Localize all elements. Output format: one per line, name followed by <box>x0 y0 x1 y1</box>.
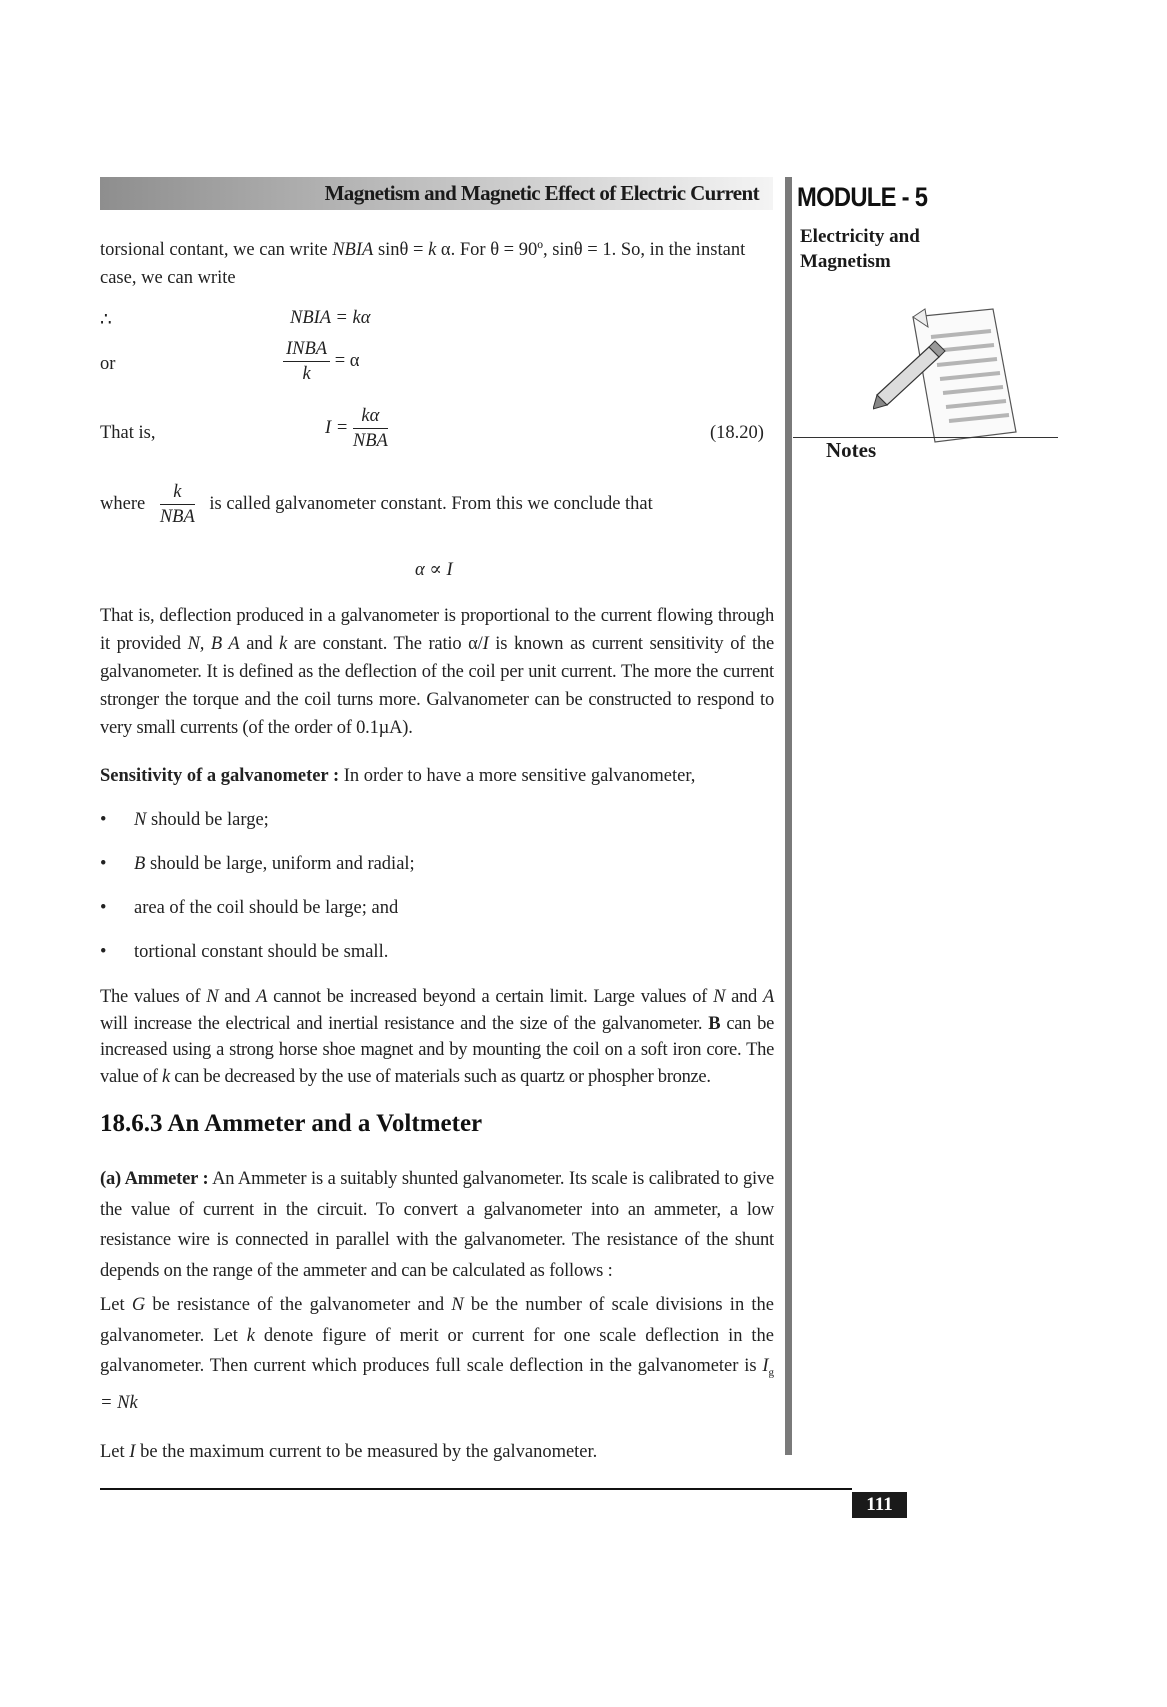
deflection-paragraph <box>100 602 774 742</box>
intro-paragraph <box>100 236 774 292</box>
equation-3 <box>325 404 388 453</box>
equation-1 <box>290 304 370 332</box>
text: torsional contant, we can write <box>100 240 333 260</box>
text: I <box>482 634 489 654</box>
equation-number: (18.20) <box>710 423 764 443</box>
text: should be large, uniform and radial; <box>145 854 415 874</box>
text: be the number of scale divisions in the galvanometer. Let <box>100 1295 774 1346</box>
subject-line-1: Electricity and <box>800 226 920 247</box>
section-title: 18.6.3 An Ammeter and a Voltmeter <box>100 1110 483 1137</box>
where-text: is called galvanometer constant. From this we conclude that <box>209 493 653 514</box>
numerator: kα <box>353 404 388 429</box>
ammeter-bold: (a) Ammeter : <box>100 1169 209 1189</box>
text: An Ammeter is a suitably shunted galvanometer. Its scale is calibrated to give the value of current in the circuit. To convert a galvanometer into an ammeter, a low resistance wire is connected in parallel with the galvanometer. The resistance of the shunt depends on the range of the ammeter and can be calculated as follows : <box>100 1169 774 1281</box>
footer-rule <box>100 1488 852 1490</box>
running-header-title: Magnetism and Magnetic Effect of Electric Current <box>324 181 759 205</box>
text: is known as current sensitivity of the galvanometer. It is defined as the deflection of the coil per unit current. The more the current stronger the torque and the coil turns more. Galvanometer can be constructed to respond to very small currents (of the order of 0.1µA). <box>100 634 774 738</box>
that-is-label: That is, <box>100 423 156 443</box>
text: will increase the electrical and inertial resistance and the size of the galvanometer. <box>100 1013 709 1034</box>
text: = Nk <box>100 1393 138 1414</box>
notepad-shape <box>913 309 1016 442</box>
numerator: INBA <box>283 337 330 362</box>
page-number: 111 <box>852 1492 907 1518</box>
module-label: MODULE - 5 <box>797 182 928 212</box>
text: and <box>218 987 257 1007</box>
subject-line-2: Magnetism <box>800 251 891 272</box>
subscript: g <box>768 1366 774 1379</box>
text: B <box>134 854 146 874</box>
text: tortional constant should be small. <box>134 942 389 962</box>
text: In order to have a more sensitive galvanometer, <box>339 766 696 786</box>
limits-paragraph <box>100 984 774 1090</box>
text: N <box>713 987 726 1007</box>
where-label: where <box>100 493 146 514</box>
equation-2-rhs: = α <box>334 350 360 371</box>
denominator: k <box>302 364 311 384</box>
sensitivity-heading <box>100 762 695 790</box>
ammeter-paragraph <box>100 1164 774 1286</box>
text: be the maximum current to be measured by the galvanometer. <box>135 1442 598 1462</box>
bullet-dot: • <box>100 854 107 874</box>
text: α. For θ = 90º, sinθ = 1. So, in the instant <box>436 240 746 260</box>
text: N <box>134 810 147 830</box>
or-label: or <box>100 354 116 374</box>
text: I <box>762 1356 769 1376</box>
text: case, we can write <box>100 268 236 288</box>
text: B <box>708 1013 721 1034</box>
text: k <box>279 634 288 654</box>
equation-3-lhs: I = <box>325 417 349 438</box>
text: k <box>162 1066 170 1087</box>
denominator: NBA <box>352 431 388 451</box>
text: A <box>762 987 774 1007</box>
fraction <box>283 337 330 386</box>
where-line <box>100 480 780 529</box>
text: area of the coil should be large; and <box>134 898 399 918</box>
text: k <box>428 240 437 260</box>
therefore-symbol: ∴ <box>100 310 112 330</box>
text: should be large; <box>146 810 269 830</box>
text: denote figure of merit or current for one scale deflection in the galvanometer. Then current which produces full scale deflection in the galvanometer is <box>100 1325 774 1376</box>
text: A <box>256 987 268 1007</box>
text: N, B A <box>187 634 240 654</box>
text: Let <box>100 1295 132 1315</box>
text: Let <box>100 1442 130 1462</box>
header-bar <box>100 177 773 210</box>
text: That is, deflection produced in a galvanometer is proportional to the current flowing through it provided <box>100 606 774 654</box>
text: are constant. The ratio α/ <box>287 634 483 654</box>
text: k <box>246 1325 255 1346</box>
fraction <box>160 480 195 529</box>
text: be resistance of the galvanometer and <box>145 1295 452 1315</box>
text: and <box>725 987 763 1007</box>
galvanometer-paragraph <box>100 1290 774 1419</box>
bullet-dot: • <box>100 810 107 830</box>
text: can be decreased by the use of materials such as quartz or phospher bronze. <box>169 1066 711 1087</box>
text: and <box>239 634 280 654</box>
text: cannot be increased beyond a certain limit. Large values of <box>267 987 714 1007</box>
margin-rule <box>785 177 792 1455</box>
max-current-paragraph <box>100 1438 597 1466</box>
subject-label <box>800 224 920 274</box>
text: N <box>206 987 219 1007</box>
numerator: k <box>160 480 195 505</box>
text: can be increased using a strong horse shoe magnet and by mounting the coil on a soft iron core. The value of <box>100 1013 774 1087</box>
equation-1-text: NBIA = kα <box>290 308 371 328</box>
text: The values of <box>100 987 207 1007</box>
denominator: NBA <box>159 507 195 527</box>
fraction <box>353 404 388 453</box>
text: NBIA <box>332 240 374 260</box>
equation-2 <box>283 337 360 386</box>
proportionality <box>415 556 453 584</box>
notepad-pencil-icon <box>873 307 1018 462</box>
text: N <box>451 1295 464 1315</box>
sensitivity-bold: Sensitivity of a galvanometer : <box>100 766 340 786</box>
text: G <box>131 1295 146 1315</box>
notes-label: Notes <box>826 438 877 462</box>
bullet-dot: • <box>100 942 107 962</box>
text: sinθ = <box>373 240 429 260</box>
bullet-dot: • <box>100 898 107 918</box>
proportionality-text: α ∝ I <box>415 560 453 580</box>
text: I <box>129 1442 136 1462</box>
